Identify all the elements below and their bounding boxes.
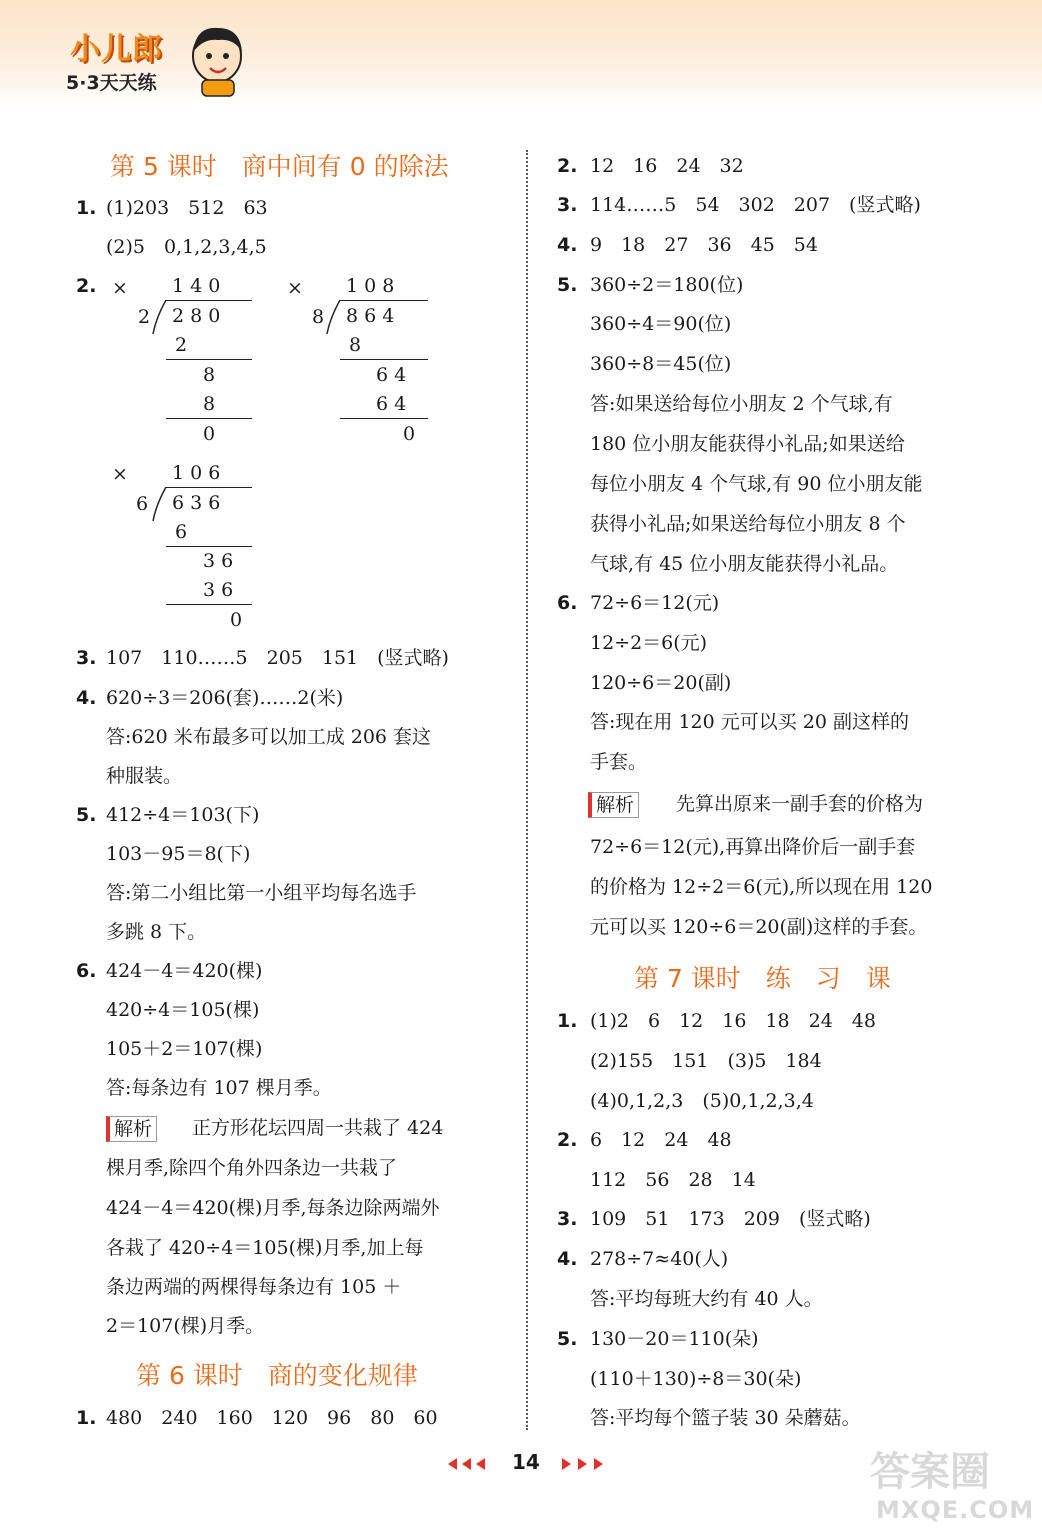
answer-line: 多跳 8 下。 (106, 921, 207, 943)
analysis-text: 424－4＝420(棵)月季,每条边除两端外 (106, 1197, 440, 1219)
answer-line: 107 110……5 205 151 (竖式略) (106, 647, 449, 669)
step: 8 (349, 334, 362, 356)
answer-line: 112 56 28 14 (590, 1169, 756, 1191)
analysis-label: 解析 (106, 1116, 157, 1142)
analysis-label: 解析 (588, 792, 639, 818)
lesson-6-heading: 第 6 课时 商的变化规律 (136, 1361, 418, 1390)
answer-line: 手套。 (590, 751, 648, 773)
answer-line: (110＋130)÷8＝30(朵) (590, 1368, 802, 1390)
boy-mascot-icon (184, 22, 250, 98)
step: 6 4 (376, 364, 407, 386)
answer-line: 180 位小朋友能获得小礼品;如果送给 (590, 433, 905, 455)
question-number: 5. (76, 804, 97, 826)
analysis-text: 各栽了 420÷4＝105(棵)月季,加上每 (106, 1237, 424, 1259)
answer-line: 114……5 54 302 207 (竖式略) (590, 194, 921, 216)
analysis-text: 的价格为 12÷2＝6(元),所以现在用 120 (590, 876, 933, 898)
analysis-text: 72÷6＝12(元),再算出降价后一副手套 (590, 836, 916, 858)
wrong-mark: × (112, 463, 128, 485)
answer-line: (1)203 512 63 (106, 197, 268, 219)
dividend: 8 6 4 (346, 305, 395, 327)
answer-line: 120÷6＝20(副) (590, 672, 732, 694)
step: 3 6 (203, 550, 234, 572)
question-number: 6. (76, 960, 97, 982)
answer-line: 9 18 27 36 45 54 (590, 234, 818, 256)
answer-line: 620÷3＝206(套)……2(米) (106, 687, 344, 709)
answer-line: 获得小礼品;如果送给每位小朋友 8 个 (590, 513, 906, 535)
answer-line: 109 51 173 209 (竖式略) (590, 1208, 871, 1230)
answer-line: 105＋2＝107(棵) (106, 1038, 263, 1060)
answer-line: 答:第二小组比第一小组平均每名选手 (106, 882, 417, 904)
watermark-title: 答案圈 (870, 1449, 990, 1495)
question-number: 6. (557, 592, 578, 614)
question-number: 2. (557, 155, 578, 177)
question-number: 3. (557, 1208, 578, 1230)
lesson-7-heading: 第 7 课时 练 习 课 (634, 964, 891, 993)
analysis-text: 先算出原来一副手套的价格为 (676, 793, 924, 815)
answer-line: 答:每条边有 107 棵月季。 (106, 1077, 332, 1099)
answer-line: 360÷4＝90(位) (590, 313, 732, 335)
logo-subtitle: 5·3天天练 (66, 72, 157, 94)
question-number: 4. (557, 234, 578, 256)
remainder: 0 (203, 423, 216, 445)
answer-line: 130－20＝110(朵) (590, 1328, 759, 1350)
question-number: 2. (76, 275, 97, 297)
answer-line: 360÷2＝180(位) (590, 274, 744, 296)
answer-line: 420÷4＝105(棵) (106, 999, 260, 1021)
next-arrow-icon (594, 1458, 603, 1470)
answer-line: 480 240 160 120 96 80 60 (106, 1407, 438, 1429)
answer-line: 12 16 24 32 (590, 155, 744, 177)
page-footer (440, 1450, 610, 1480)
next-arrow-icon (578, 1458, 587, 1470)
question-number: 5. (557, 1328, 578, 1350)
prev-arrow-icon (448, 1458, 457, 1470)
analysis-text: 2＝107(棵)月季。 (106, 1315, 265, 1337)
dividend: 6 3 6 (172, 492, 221, 514)
question-number: 2. (557, 1129, 578, 1151)
quotient: 1 0 6 (172, 462, 221, 484)
watermark-url: MXQE.COM (876, 1496, 1035, 1524)
wrong-mark: × (112, 277, 128, 299)
answer-line: 气球,有 45 位小朋友能获得小礼品。 (590, 553, 899, 575)
question-number: 1. (557, 1010, 578, 1032)
answer-line: 278÷7≈40(人) (590, 1248, 729, 1270)
answer-line: 答:现在用 120 元可以买 20 副这样的 (590, 711, 910, 733)
divisor: 6 (136, 493, 149, 515)
step: 8 (203, 393, 216, 415)
page-number: 14 (512, 1450, 540, 1474)
next-arrow-icon (562, 1458, 571, 1470)
question-number: 1. (76, 1407, 97, 1429)
answer-line: (2)5 0,1,2,3,4,5 (106, 236, 267, 258)
step: 8 (203, 364, 216, 386)
answer-line: (1)2 6 12 16 18 24 48 (590, 1010, 876, 1032)
lesson-5-heading: 第 5 课时 商中间有 0 的除法 (110, 152, 449, 181)
answer-line: (2)155 151 (3)5 184 (590, 1050, 822, 1072)
division-bracket (152, 300, 168, 334)
step: 6 4 (376, 393, 407, 415)
answer-line: (4)0,1,2,3 (5)0,1,2,3,4 (590, 1090, 814, 1112)
analysis-text: 正方形花坛四周一共栽了 424 (192, 1117, 444, 1139)
step: 6 (175, 521, 188, 543)
brand-logo (62, 22, 252, 102)
prev-arrow-icon (476, 1458, 485, 1470)
question-number: 1. (76, 197, 97, 219)
answer-line: 6 12 24 48 (590, 1129, 732, 1151)
divisor: 8 (312, 306, 325, 328)
answer-line: 答:如果送给每位小朋友 2 个气球,有 (590, 393, 893, 415)
analysis-text: 条边两端的两棵得每条边有 105 ＋ (106, 1276, 402, 1298)
dividend: 2 8 0 (172, 305, 221, 327)
answer-line: 每位小朋友 4 个气球,有 90 位小朋友能 (590, 473, 923, 495)
question-number: 3. (76, 647, 97, 669)
answer-line: 412÷4＝103(下) (106, 804, 260, 826)
wrong-mark: × (287, 277, 303, 299)
analysis-text: 棵月季,除四个角外四条边一共栽了 (106, 1157, 398, 1179)
remainder: 0 (403, 423, 416, 445)
question-number: 4. (557, 1248, 578, 1270)
answer-line: 12÷2＝6(元) (590, 632, 708, 654)
watermark (862, 1440, 1035, 1530)
division-bracket (326, 300, 342, 334)
answer-line: 答:620 米布最多可以加工成 206 套这 (106, 726, 432, 748)
question-number: 4. (76, 687, 97, 709)
question-number: 3. (557, 194, 578, 216)
divisor: 2 (138, 306, 151, 328)
answer-line: 72÷6＝12(元) (590, 592, 720, 614)
analysis-text: 元可以买 120÷6＝20(副)这样的手套。 (590, 916, 928, 938)
answer-line: 424－4＝420(棵) (106, 960, 263, 982)
quotient: 1 4 0 (172, 275, 221, 297)
column-divider (526, 150, 528, 1430)
logo-title: 小儿郎 (70, 32, 163, 67)
division-bracket (152, 487, 168, 521)
step: 2 (175, 334, 188, 356)
answer-line: 答:平均每个篮子装 30 朵蘑菇。 (590, 1407, 861, 1429)
step: 3 6 (203, 579, 234, 601)
quotient: 1 0 8 (346, 275, 395, 297)
answer-line: 360÷8＝45(位) (590, 353, 732, 375)
answer-line: 答:平均每班大约有 40 人。 (590, 1288, 823, 1310)
prev-arrow-icon (462, 1458, 471, 1470)
question-number: 5. (557, 274, 578, 296)
remainder: 0 (230, 609, 243, 631)
answer-line: 103－95＝8(下) (106, 843, 251, 865)
answer-line: 种服装。 (106, 765, 183, 787)
